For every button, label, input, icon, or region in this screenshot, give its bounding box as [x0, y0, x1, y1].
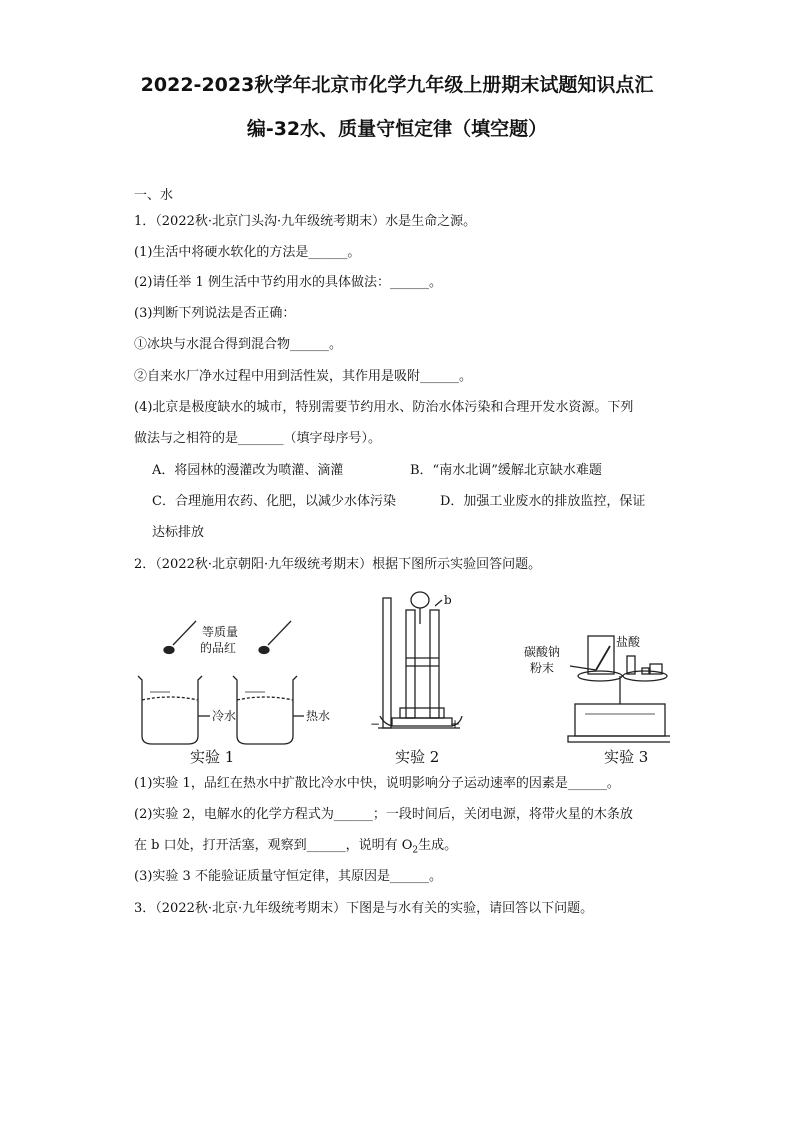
beaker-hot-icon — [233, 676, 297, 744]
question-2-part-1: (1)实验 1，品红在热水中扩散比冷水中快，说明影响分子运动速率的因素是______。 — [134, 776, 620, 791]
label-b: b — [444, 593, 452, 607]
balance-icon — [568, 636, 670, 742]
question-2-stem: 2．（2022秋·北京朝阳·九年级统考期末）根据下图所示实验回答问题。 — [134, 557, 542, 572]
option-a: A．将园林的漫灌改为喷灌、滴灌 — [152, 463, 344, 478]
label-sodium-carbonate-2: 粉末 — [530, 661, 555, 675]
question-3-stem: 3．（2022秋·北京·九年级统考期末）下图是与水有关的实验，请回答以下问题。 — [134, 901, 594, 916]
document-title-line-2: 编-32水、质量守恒定律（填空题） — [246, 118, 548, 140]
question-1-part-2: (2)请任举 1 例生活中节约用水的具体做法：______。 — [134, 275, 442, 290]
caption-experiment-2: 实验 2 — [395, 748, 440, 766]
question-2-part-3: (3)实验 3 不能验证质量守恒定律，其原因是______。 — [134, 869, 442, 884]
option-d-continued: 达标排放 — [152, 525, 205, 540]
label-hot-water: 热水 — [306, 709, 331, 723]
question-1-part-3a: ①冰块与水混合得到混合物______。 — [134, 337, 343, 352]
question-1-part-4-line-2: 做法与之相符的是_______（填字母序号）。 — [134, 431, 382, 446]
question-1-part-4-line-1: (4)北京是极度缺水的城市，特别需要节约用水、防治水体污染和合理开发水资源。下列 — [134, 400, 634, 415]
option-b: B．“南水北调”缓解北京缺水难题 — [410, 463, 602, 478]
label-cold-water: 冷水 — [212, 709, 237, 723]
electrolysis-apparatus-icon — [378, 592, 462, 728]
question-2-part-2-line-1: (2)实验 2，电解水的化学方程式为______；一段时间后，关闭电源，将带火星的木条放 — [134, 807, 633, 822]
label-minus: − — [370, 717, 381, 731]
caption-experiment-3: 实验 3 — [604, 748, 649, 766]
label-plus: + — [450, 717, 461, 731]
caption-experiment-1: 实验 1 — [190, 748, 235, 766]
label-sodium-carbonate-1: 碳酸钠 — [524, 645, 561, 659]
spoon-right-icon — [259, 621, 291, 654]
spoon-left-icon — [164, 621, 196, 654]
question-2-part-2-line-2: 在 b 口处，打开活塞，观察到______，说明有 $O_2$生成。 — [134, 838, 458, 856]
option-c: C．合理施用农药、化肥，以减少水体污染 — [152, 494, 396, 509]
question-1-part-3b: ②自来水厂净水过程中用到活性炭，其作用是吸附______。 — [134, 369, 473, 384]
option-d: D．加强工业废水的排放监控，保证 — [440, 494, 646, 509]
label-pinhong: 的品红 — [200, 641, 237, 655]
label-hydrochloric-acid: 盐酸 — [616, 635, 641, 649]
label-equal-mass: 等质量 — [202, 625, 239, 639]
section-heading: 一、水 — [134, 188, 174, 203]
question-1-part-1: (1)生活中将硬水软化的方法是______。 — [134, 245, 361, 260]
beaker-cold-icon — [138, 676, 202, 744]
experiment-figure — [130, 588, 670, 768]
question-1-stem: 1．（2022秋·北京门头沟·九年级统考期末）水是生命之源。 — [134, 214, 477, 229]
question-1-part-3: (3)判断下列说法是否正确： — [134, 306, 296, 321]
document-title-line-1: 2022-2023秋学年北京市化学九年级上册期末试题知识点汇 — [140, 74, 654, 96]
